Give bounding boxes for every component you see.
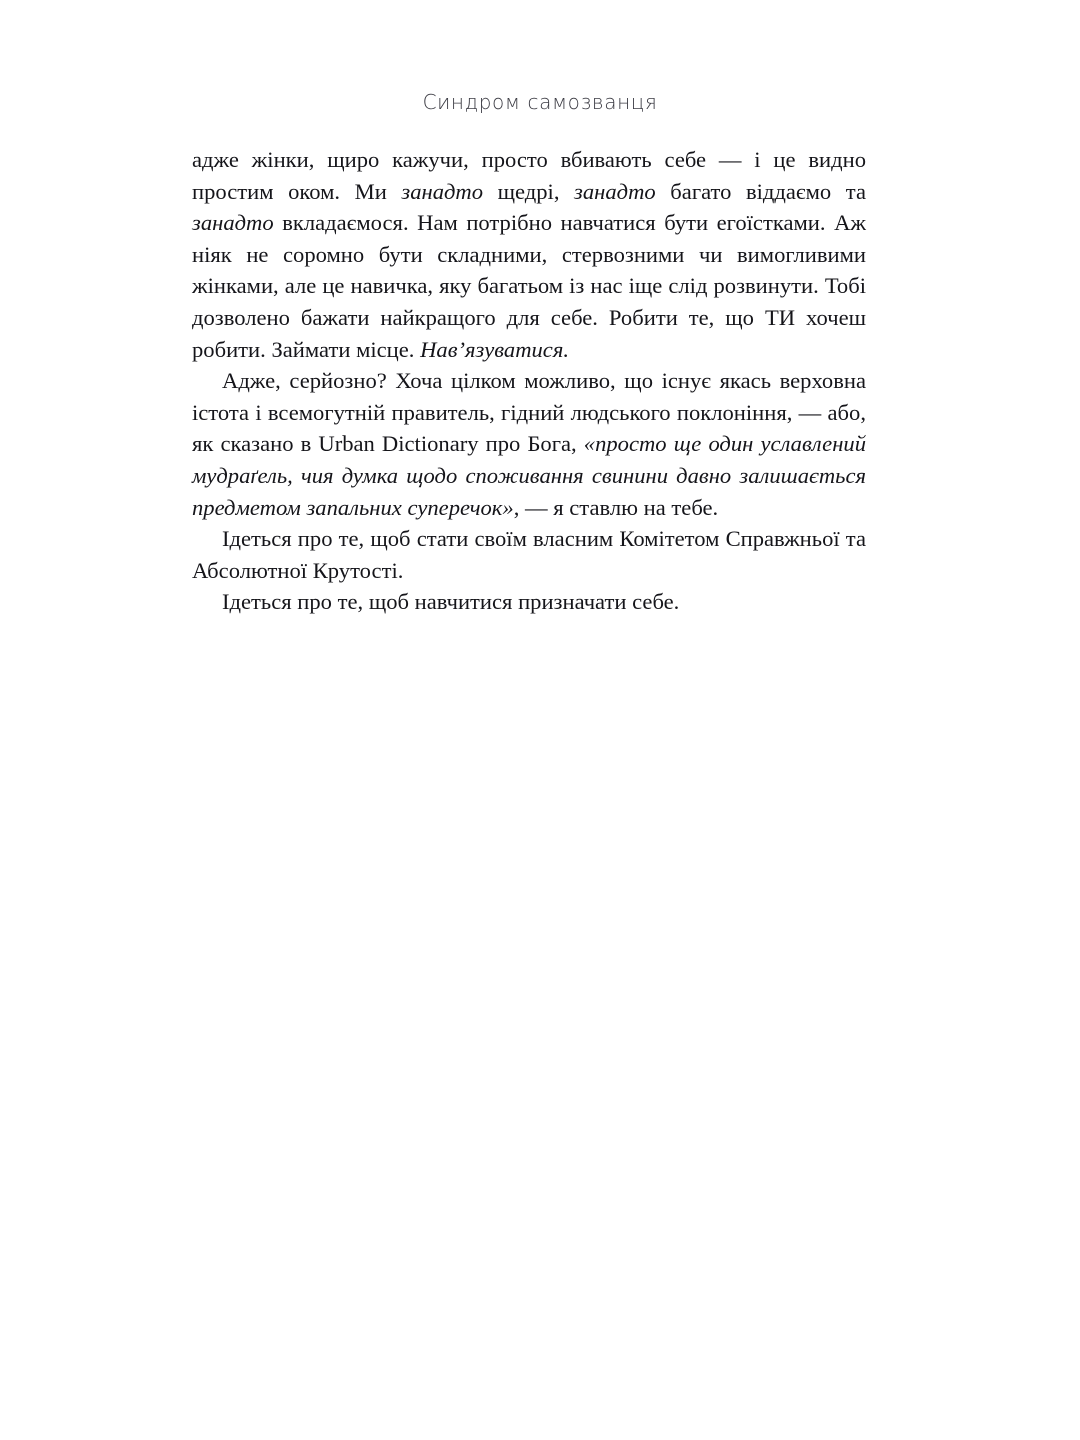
text-run: Urban Dictionary [318, 431, 479, 457]
text-run: про Бога, [478, 431, 584, 457]
body-text-block [192, 144, 866, 618]
italic-run: «просто ще один уславлений мудраґель, чия думка щодо споживання свинини давно залишається предметом запальних суперечок» [192, 431, 867, 520]
text-run: Ідеться про те, щоб навчитися призначати себе. [222, 589, 680, 615]
text-run: вкладаємося. Нам потрібно навчатися бути егоїстками. Аж ніяк не соромно бути складними, стервозними чи вимогливими жінками, але це навичка, яку багатьом із нас іще слід розвинути. Тобі дозволено бажати найкращого для себе. Робити те, що ТИ хочеш робити. Займати місце. [192, 210, 866, 362]
text-run: щедрі, [483, 178, 575, 204]
text-run: багато віддаємо та [655, 178, 866, 204]
text-run: Адже, серйозно? Хоча цілком можливо, що існує якась верховна істота і всемогутній правитель, гідний людського поклоніння, — або, як сказано в [192, 368, 866, 457]
italic-run: Нав’язуватися. [420, 336, 569, 362]
paragraph-3 [192, 523, 866, 586]
paragraph-2 [192, 365, 866, 523]
paragraph-4 [192, 586, 866, 618]
italic-run: занадто [192, 210, 274, 236]
italic-run: занадто [401, 178, 484, 204]
text-run: , — я ставлю на тебе. [513, 494, 719, 520]
italic-run: занадто [574, 178, 656, 204]
text-run: адже жінки, щиро кажучи, просто вбивають себе — і це видно простим оком. Ми [192, 147, 866, 204]
text-run: Ідеться про те, щоб стати своїм власним Комітетом Справжньої та Абсолютної Крутості. [192, 526, 866, 583]
running-head: Синдром самозванця [422, 90, 658, 114]
paragraph-1 [192, 144, 866, 365]
